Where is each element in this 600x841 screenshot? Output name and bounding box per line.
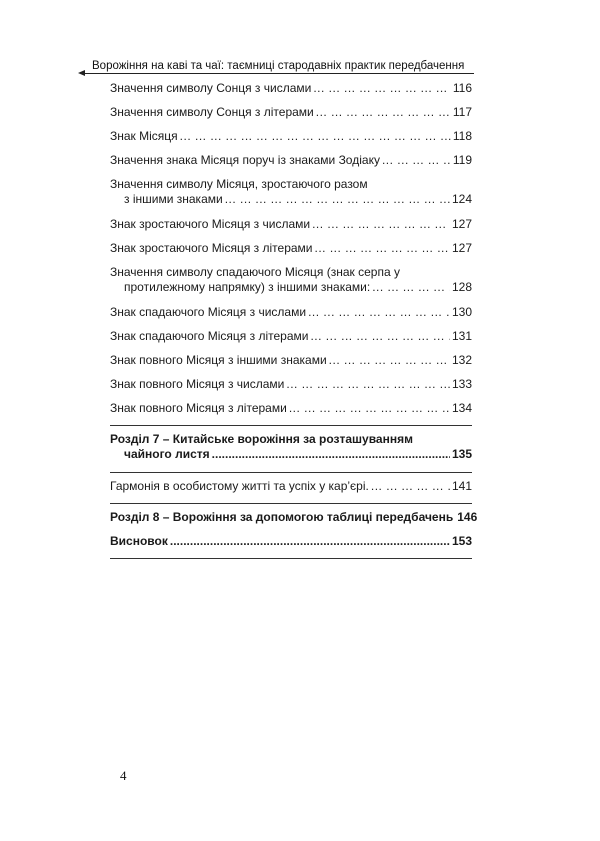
toc-entry-title: Значення символу Сонця з числами: [110, 81, 312, 95]
dot-leader: [225, 192, 450, 207]
dot-leader: [212, 447, 450, 462]
toc-page-number: 127: [451, 241, 472, 255]
dot-leader: [289, 401, 450, 416]
toc-entry[interactable]: [110, 215, 472, 239]
toc-entry-title: Значення символу Сонця з літерами: [110, 105, 314, 119]
toc-chapter-title: Розділ 7 – Китайське ворожіння за розташуванням: [110, 432, 413, 446]
page-number: 4: [120, 768, 127, 783]
toc-entry-title: Знак повного Місяця з числами: [110, 377, 285, 391]
toc-chapter-title: Розділ 8 – Ворожіння за допомогою таблиці передбачень: [110, 510, 454, 524]
toc-page-number: 118: [452, 129, 472, 143]
section-divider: [110, 472, 472, 473]
toc-page-number: 117: [452, 105, 472, 119]
section-divider: [110, 425, 472, 426]
toc-entry-title: Гармонія в особистому житті та успіх у кар’єрі.: [110, 479, 369, 493]
dot-leader: [316, 105, 451, 120]
toc-entry-title-continued: з іншими знаками: [124, 192, 223, 206]
toc-page-number: 116: [452, 81, 472, 95]
toc-entry-title: Значення знака Місяця поруч із знаками Зодіаку: [110, 153, 380, 167]
dot-leader: [315, 241, 450, 256]
dot-leader: [329, 353, 450, 368]
toc-page-number: 135: [451, 447, 472, 461]
header-rule: [82, 73, 474, 74]
toc-entry[interactable]: [110, 351, 472, 375]
dot-leader: [382, 153, 451, 168]
dot-leader: [310, 329, 450, 344]
toc-page-number: 124: [451, 192, 472, 206]
toc-chapter-title-continued: чайного листя: [124, 447, 210, 461]
toc-entry[interactable]: [110, 263, 472, 303]
toc-entry-title: Знак Місяця: [110, 129, 178, 143]
toc-entry-title: Знак зростаючого Місяця з літерами: [110, 241, 313, 255]
toc-entry[interactable]: [110, 127, 472, 151]
toc-entry[interactable]: [110, 151, 472, 175]
toc-entry-title: Знак повного Місяця з іншими знаками: [110, 353, 327, 367]
dot-leader: [312, 217, 450, 232]
toc-entry[interactable]: [110, 303, 472, 327]
section-divider: [110, 503, 472, 504]
toc-chapter-entry[interactable]: [110, 508, 478, 532]
dot-leader: [308, 305, 450, 320]
dot-leader: [180, 129, 451, 144]
running-header-title: Ворожіння на каві та чаї: таємниці стародавніх практик передбачення: [92, 60, 465, 72]
toc-page-number: 132: [451, 353, 472, 367]
toc-page-number: 127: [451, 217, 472, 231]
toc-chapter-title: Висновок: [110, 534, 168, 548]
toc-entry-title: Знак спадаючого Місяця з літерами: [110, 329, 309, 343]
toc-entry[interactable]: [110, 103, 472, 127]
toc-page-number: 133: [451, 377, 472, 391]
toc-page-number: 119: [452, 153, 472, 167]
dot-leader: [313, 81, 451, 96]
toc-entry-title-continued: протилежному напрямку) з іншими знаками:: [124, 280, 371, 294]
toc-entry[interactable]: [110, 239, 472, 263]
toc-entry[interactable]: [110, 327, 472, 351]
toc-entry-title: Значення символу Місяця, зростаючого разом: [110, 177, 368, 191]
running-header: [78, 60, 474, 76]
toc-page-number: 141: [451, 479, 472, 493]
toc-chapter-entry[interactable]: [110, 430, 472, 470]
toc-chapter-entry[interactable]: [110, 532, 472, 556]
toc-entry[interactable]: [110, 477, 472, 501]
toc-entry-title: Знак повного Місяця з літерами: [110, 401, 287, 415]
toc-entry[interactable]: [110, 175, 472, 215]
section-divider: [110, 558, 472, 559]
arrow-left-icon: [78, 70, 85, 76]
toc-entry[interactable]: [110, 375, 472, 399]
dot-leader: [170, 534, 450, 549]
toc-page-number: 153: [451, 534, 472, 548]
table-of-contents: [110, 79, 478, 563]
toc-entry[interactable]: [110, 399, 472, 423]
toc-entry-title: Знак спадаючого Місяця з числами: [110, 305, 307, 319]
toc-entry-title: Значення символу спадаючого Місяця (знак серпа у: [110, 265, 400, 279]
dot-leader: [286, 377, 450, 392]
toc-page-number: 131: [451, 329, 472, 343]
toc-page-number: 130: [451, 305, 472, 319]
dot-leader: [372, 280, 450, 295]
toc-page-number: 146: [457, 510, 478, 524]
toc-entry-title: Знак зростаючого Місяця з числами: [110, 217, 311, 231]
dot-leader: [371, 479, 450, 494]
toc-page-number: 134: [451, 401, 472, 415]
toc-page-number: 128: [451, 280, 472, 294]
toc-entry[interactable]: [110, 79, 472, 103]
